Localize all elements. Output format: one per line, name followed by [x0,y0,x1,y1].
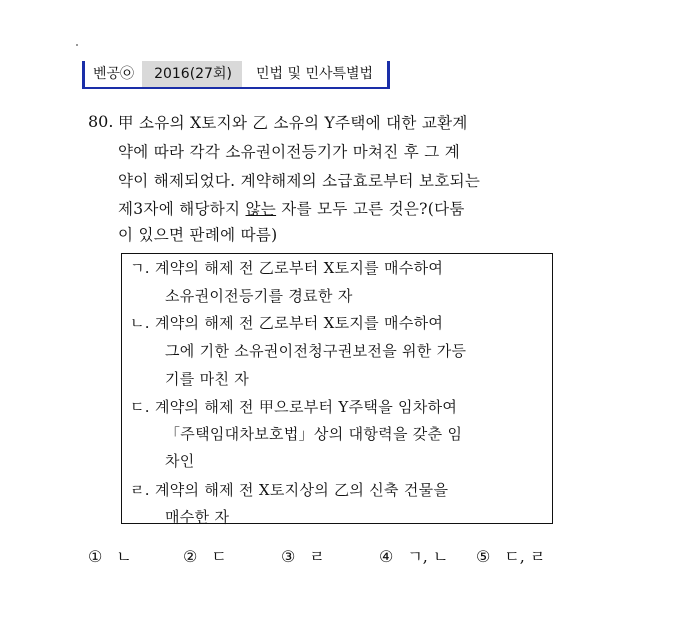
question-line-5: 이 있으면 판례에 따름) [118,226,278,244]
item-d [130,480,448,500]
choice-1[interactable] [88,547,132,567]
question-emphasis: 않는 [245,200,277,218]
item-d-line-1: 계약의 해제 전 X토지상의 乙의 신축 건물을 [154,481,449,499]
exam-header [82,61,390,89]
item-b [130,313,443,333]
item-b-line-2: 그에 기한 소유권이전청구권보전을 위한 가등 [165,342,467,360]
item-a-marker: ㄱ. [130,259,150,277]
item-b-marker: ㄴ. [130,314,150,332]
header-exam-year: 2016(27회) [142,61,242,87]
header-org: 벤공㉧ [85,61,142,87]
choice-4-mark: ④ [379,547,394,566]
choice-2-text: ㄷ [211,547,227,566]
item-a-line-1: 계약의 해제 전 乙로부터 X토지를 매수하여 [154,259,444,277]
choice-4-text: ㄱ, ㄴ [407,547,449,566]
item-c-marker: ㄷ. [130,398,150,416]
question-number: 80. [88,112,114,131]
choice-5-mark: ⑤ [476,547,491,566]
question-line-2: 약에 따라 각각 소유권이전등기가 마쳐진 후 그 계 [118,143,461,161]
item-b-line-3: 기를 마친 자 [165,370,250,388]
question-line-4 [118,199,465,219]
item-c-line-2: 「주택임대차보호법」상의 대항력을 갖춘 임 [165,425,463,443]
choice-4[interactable] [379,547,448,567]
question-line-1: 甲 소유의 X토지와 乙 소유의 Y주택에 대한 교환계 [118,114,468,132]
choice-5[interactable] [476,547,545,567]
header-right-edge [387,61,390,87]
item-c-line-3: 차인 [165,452,195,470]
question-line-3: 약이 해제되었다. 계약해제의 소급효로부터 보호되는 [118,172,481,190]
item-a-line-2: 소유권이전등기를 경료한 자 [165,287,353,305]
page-mark [76,44,78,46]
choice-1-mark: ① [88,547,103,566]
item-d-marker: ㄹ. [130,481,150,499]
item-c [130,397,457,417]
question-line-4-start: 제3자에 해당하지 [118,200,246,218]
choice-1-text: ㄴ [116,547,132,566]
header-subject: 민법 및 민사특별법 [242,61,387,87]
choice-3-mark: ③ [281,547,296,566]
question-line-4-end: 자를 모두 고른 것은?(다툼 [276,200,465,218]
item-d-line-2: 매수한 자 [165,508,230,526]
item-a [130,258,443,278]
choice-2[interactable] [183,547,227,567]
choice-2-mark: ② [183,547,198,566]
choice-3-text: ㄹ [309,547,325,566]
item-b-line-1: 계약의 해제 전 乙로부터 X토지를 매수하여 [154,314,444,332]
choice-3[interactable] [281,547,325,567]
choice-5-text: ㄷ, ㄹ [504,547,546,566]
item-c-line-1: 계약의 해제 전 甲으로부터 Y주택을 임차하여 [154,398,458,416]
